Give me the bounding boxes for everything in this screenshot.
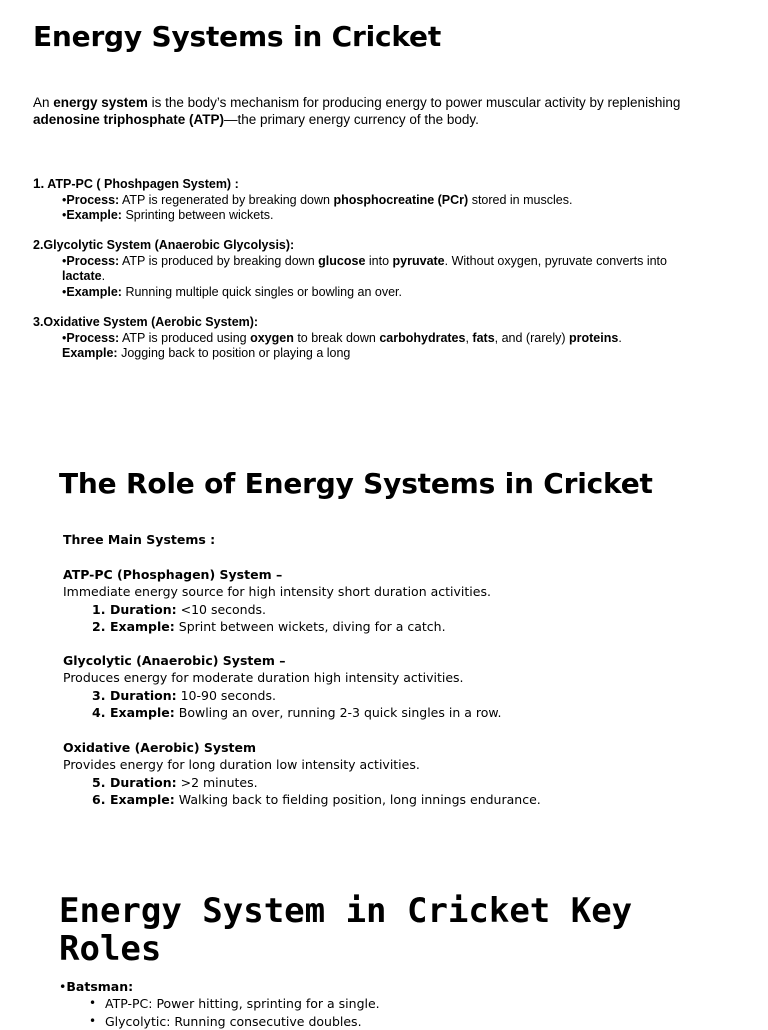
example-label: Example: [110, 618, 175, 634]
duration-label: Duration: [110, 774, 177, 790]
block-description: Produces energy for moderate duration high intensity activities. [63, 670, 464, 686]
process-term: pyruvate [392, 253, 445, 268]
intro-paragraph [33, 94, 743, 128]
list-number: 5. [92, 774, 106, 790]
process-text: ATP is produced by breaking down [119, 253, 319, 268]
intro-bold-term: adenosine triphosphate (ATP) [33, 112, 225, 127]
example-text: Running multiple quick singles or bowling an over. [121, 284, 403, 299]
batsman-section [59, 978, 380, 1030]
section-title-key-roles: Energy System in Cricket Key Roles [59, 891, 633, 969]
example-label: Example: [62, 346, 118, 360]
list-item [59, 995, 380, 1012]
process-term: phosphocreatine (PCr) [333, 192, 469, 207]
example-label: Example: [66, 208, 122, 222]
list-number: 1. [92, 601, 106, 617]
intro-text: An [33, 95, 54, 110]
intro-bold-term: energy system [53, 95, 148, 110]
process-text: stored in muscles. [468, 192, 573, 207]
system-process [33, 193, 572, 209]
list-item [63, 704, 501, 721]
list-item [63, 618, 491, 635]
system-example [33, 346, 622, 362]
role-block-glycolytic [63, 652, 501, 721]
process-term: oxygen [250, 330, 294, 345]
example-text: Jogging back to position or playing a long [117, 346, 351, 360]
system-example [33, 285, 672, 301]
bullet-glyph: • [62, 330, 67, 345]
list-item [63, 774, 541, 791]
duration-label: Duration: [110, 687, 177, 703]
system-example [33, 208, 572, 224]
process-text: , and (rarely) [494, 330, 569, 345]
bullet-glyph: • [62, 208, 67, 222]
three-systems-heading [63, 531, 215, 548]
bullet-glyph: • [62, 284, 67, 299]
process-text: . Without oxygen, pyruvate converts into [444, 253, 667, 268]
example-value: Bowling an over, running 2-3 quick singles in a row. [174, 704, 502, 720]
list-item [63, 601, 491, 618]
system-title: ATP-PC ( Phoshpagen System) : [44, 177, 239, 191]
process-text: ATP is produced using [119, 330, 251, 345]
system-process [33, 331, 622, 347]
process-text: into [365, 253, 393, 268]
system-atp-pc [33, 176, 572, 224]
intro-text: is the body’s mechanism for producing energy to power muscular activity by replenishing [147, 95, 681, 110]
page-title: Energy Systems in Cricket [33, 20, 442, 53]
system-oxidative [33, 315, 622, 362]
system-process [33, 254, 672, 285]
role-block-oxidative [63, 739, 541, 808]
list-number: 4. [92, 704, 106, 720]
example-label: Example: [110, 704, 175, 720]
duration-value: 10-90 seconds. [176, 687, 276, 703]
list-item [63, 791, 541, 808]
list-number: 2. [92, 618, 106, 634]
process-text: to break down [293, 330, 380, 345]
process-text: . [101, 269, 106, 283]
process-text: ATP is regenerated by breaking down [119, 192, 334, 207]
duration-label: Duration: [110, 601, 177, 617]
list-item-text: ATP-PC: Power hitting, sprinting for a single. [105, 996, 380, 1012]
example-text: Sprinting between wickets. [121, 208, 274, 222]
list-item [63, 687, 501, 704]
system-glycolytic [33, 238, 672, 300]
bullet-glyph: • [62, 192, 67, 207]
section-title-role: The Role of Energy Systems in Cricket [59, 467, 653, 500]
bullet-glyph: • [62, 253, 67, 268]
list-item-text: Glycolytic: Running consecutive doubles. [105, 1013, 362, 1029]
intro-text: —the primary energy currency of the body. [224, 112, 479, 127]
process-term: lactate [62, 269, 102, 283]
block-description: Provides energy for long duration low intensity activities. [63, 757, 420, 773]
bullet-glyph: • [89, 1013, 97, 1028]
list-number: 3. [92, 687, 106, 703]
process-label: Process: [66, 192, 120, 207]
process-label: Process: [66, 253, 120, 268]
example-value: Walking back to fielding position, long innings endurance. [174, 791, 541, 807]
system-title: 3.Oxidative System (Aerobic System): [33, 315, 259, 329]
process-term: fats [472, 330, 495, 345]
block-heading: Oxidative (Aerobic) System [63, 740, 256, 755]
process-term: carbohydrates [379, 330, 466, 345]
example-label: Example: [66, 284, 122, 299]
list-number: 6. [92, 791, 106, 807]
process-text: . [618, 330, 622, 345]
system-heading [33, 176, 572, 193]
block-description: Immediate energy source for high intensity short duration activities. [63, 584, 491, 600]
process-label: Process: [66, 330, 120, 345]
subtitle-text: Three Main Systems : [63, 532, 216, 547]
bullet-glyph: • [89, 996, 97, 1011]
process-text: , [465, 330, 473, 345]
block-heading: Glycolytic (Anaerobic) System – [63, 653, 286, 668]
duration-value: <10 seconds. [176, 601, 267, 617]
duration-value: >2 minutes. [176, 774, 258, 790]
process-term: glucose [318, 253, 366, 268]
example-value: Sprint between wickets, diving for a catch. [174, 618, 446, 634]
role-block-atp-pc [63, 566, 491, 635]
bullet-glyph: • [59, 979, 67, 994]
example-label: Example: [110, 791, 175, 807]
batsman-label: Batsman: [66, 979, 134, 994]
process-term: proteins [569, 330, 619, 345]
block-heading: ATP-PC (Phosphagen) System – [63, 567, 283, 582]
list-item [59, 1013, 380, 1030]
system-number: 1. [33, 176, 45, 191]
system-title: 2.Glycolytic System (Anaerobic Glycolysis): [33, 238, 295, 252]
